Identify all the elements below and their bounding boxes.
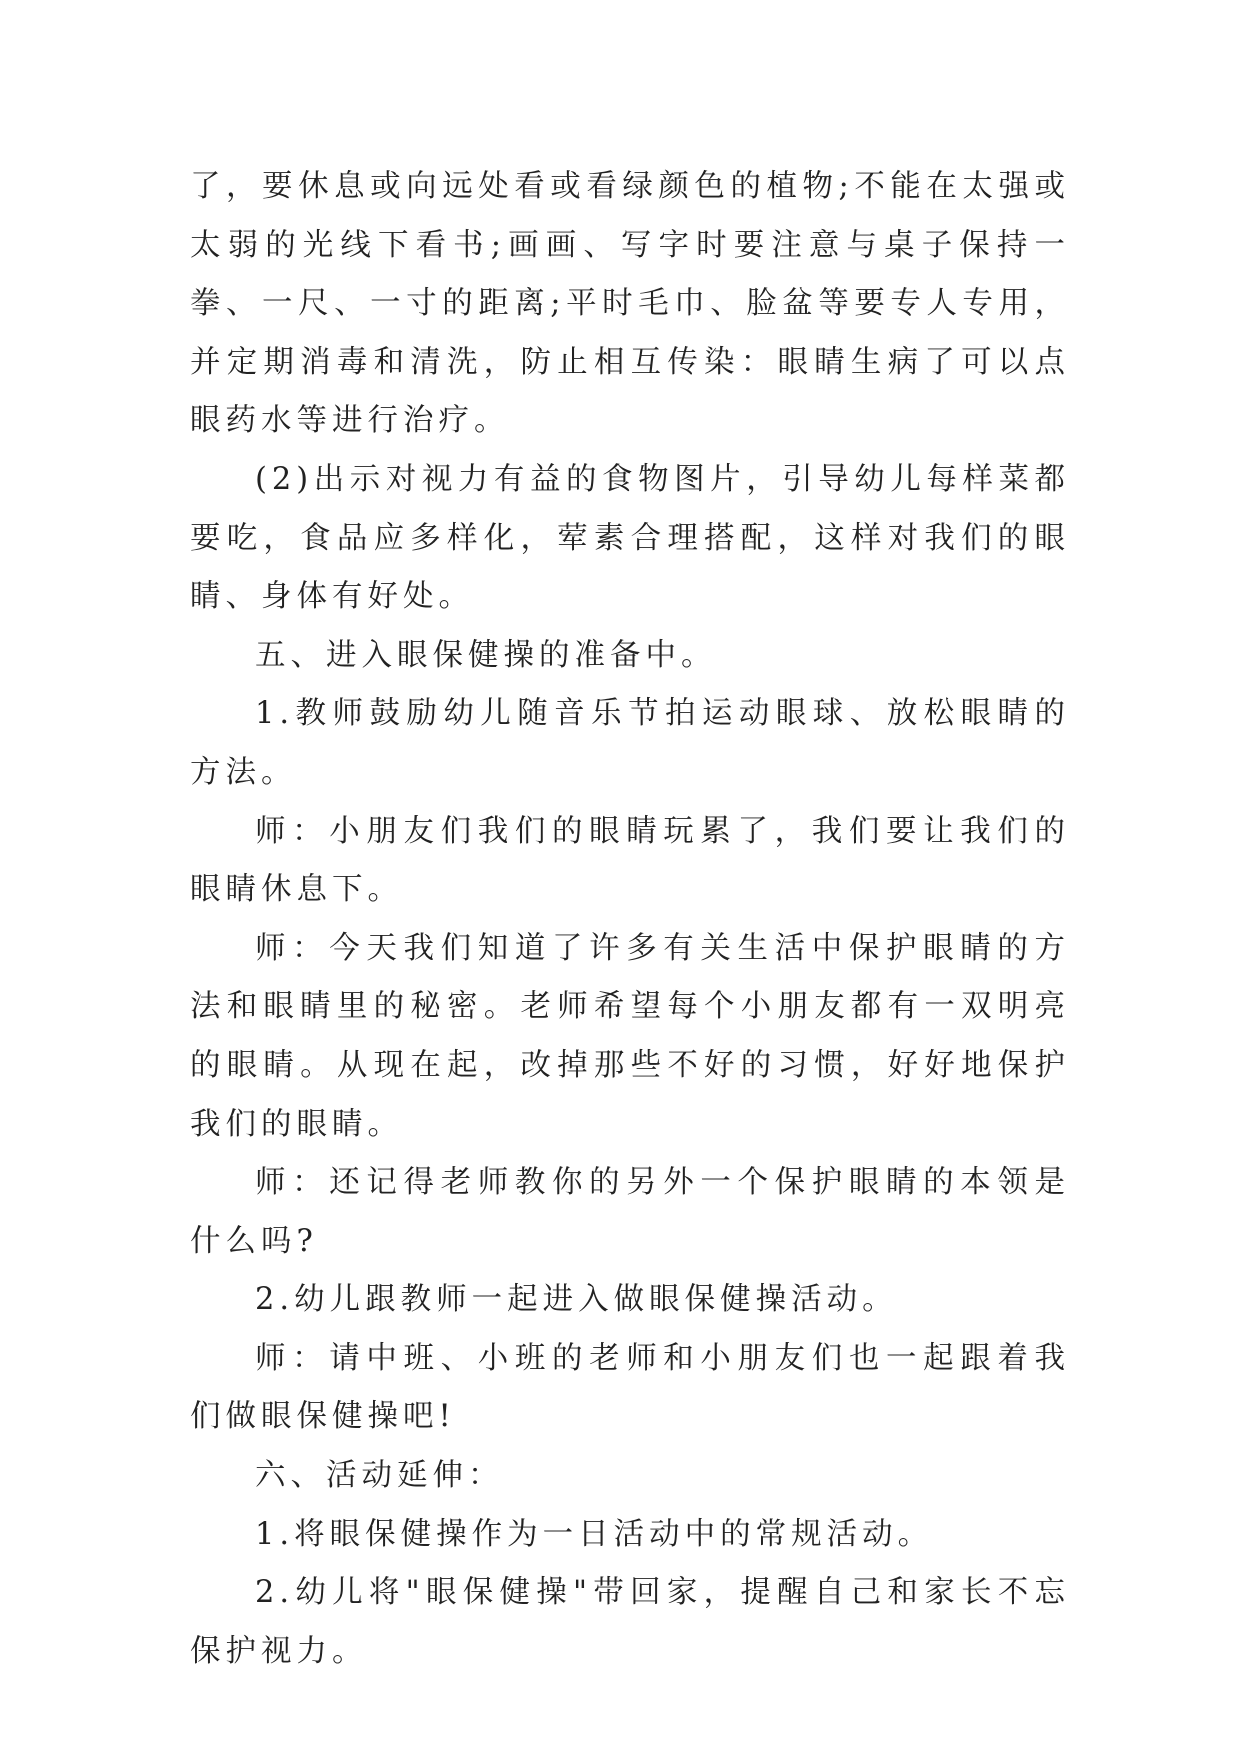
section-heading-5: 五、进入眼保健操的准备中。 — [255, 637, 717, 673]
paragraph-4: 1.教师鼓励幼儿随音乐节拍运动眼球、放松眼睛的方法。 — [190, 696, 1070, 790]
paragraph-5: 师：小朋友们我们的眼睛玩累了，我们要让我们的眼睛休息下。 — [190, 813, 1070, 908]
paragraph-7: 师：还记得老师教你的另外一个保护眼睛的本领是什么吗? — [190, 1165, 1070, 1259]
section-heading-6: 六、活动延伸： — [255, 1458, 504, 1494]
paragraph-6: 师：今天我们知道了许多有关生活中保护眼睛的方法和眼睛里的秘密。老师希望每个小朋友都有一双明亮的眼睛。从现在起，改掉那些不好的习惯，好好地保护我们的眼睛。 — [190, 930, 1070, 1142]
paragraph-1: 了，要休息或向远处看或看绿颜色的植物;不能在太强或太弱的光线下看书;画画、写字时要注意与桌子保持一拳、一尺、一寸的距离;平时毛巾、脸盆等要专人专用，并定期消毒和清洗，防止相互传染：眼睛生病了可以点眼药水等进行治疗。 — [190, 169, 1070, 439]
document-body — [190, 158, 1070, 1681]
paragraph-8: 2.幼儿跟教师一起进入做眼保健操活动。 — [255, 1282, 898, 1318]
paragraph-2: (2)出示对视力有益的食物图片，引导幼儿每样菜都要吃，食品应多样化，荤素合理搭配，这样对我们的眼睛、身体有好处。 — [190, 461, 1070, 615]
paragraph-12: 2.幼儿将"眼保健操"带回家，提醒自己和家长不忘保护视力。 — [190, 1575, 1070, 1669]
paragraph-9: 师：请中班、小班的老师和小朋友们也一起跟着我们做眼保健操吧! — [190, 1340, 1070, 1435]
paragraph-11: 1.将眼保健操作为一日活动中的常规活动。 — [255, 1516, 934, 1552]
